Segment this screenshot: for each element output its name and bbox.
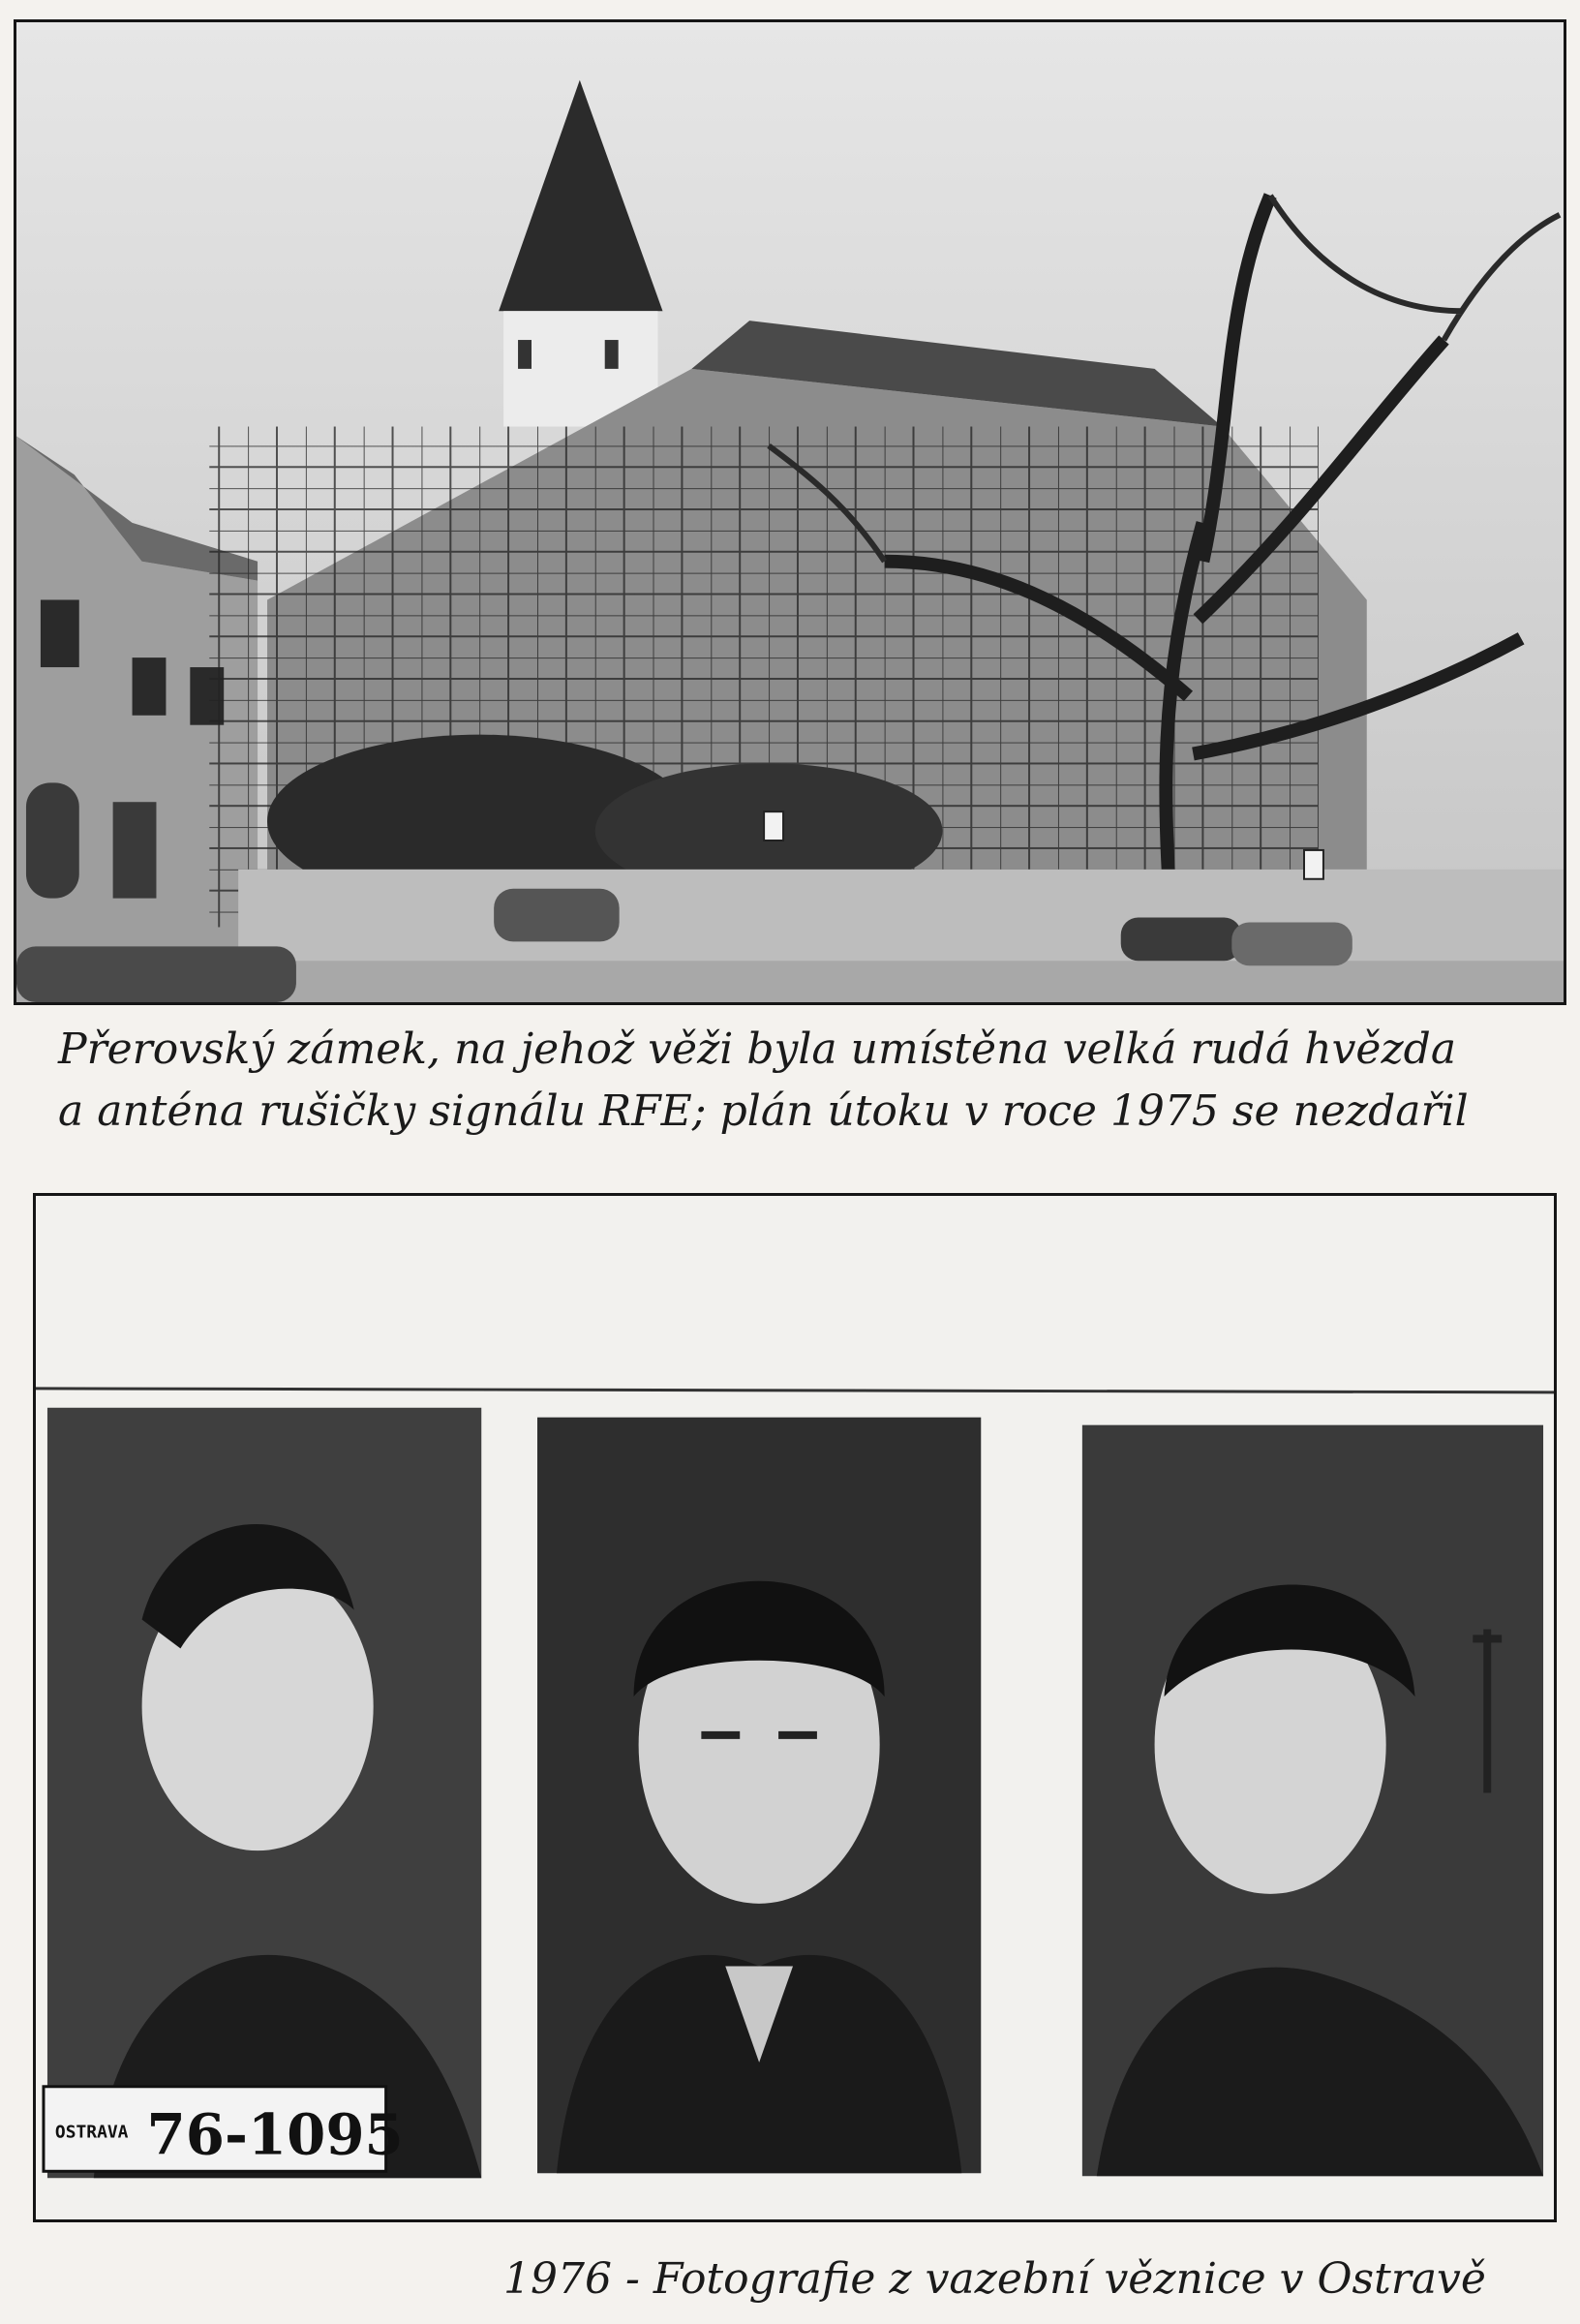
placard-location: OSTRAVA xyxy=(54,2122,129,2143)
castle-photo-image xyxy=(16,22,1564,1002)
castle-caption-line-1: Přerovský zámek, na jehož věži byla umístěna velká rudá hvězda xyxy=(58,1024,1457,1074)
mugshot-frontal xyxy=(537,1418,981,2174)
placard-number: 76-1095 xyxy=(146,2101,404,2168)
mugshots-caption: 1976 - Fotografie z vazební věznice v Ostravě xyxy=(503,2254,1486,2304)
castle-caption-line-2: a anténa rušičky signálu RFE; plán útoku v roce 1975 se nezdařil xyxy=(58,1086,1469,1136)
castle-photo xyxy=(14,19,1566,1005)
mugshots-image xyxy=(36,1196,1554,2219)
mugshots-photo xyxy=(33,1193,1557,2222)
castle-caption xyxy=(58,1019,1568,1143)
mugshot-placard xyxy=(44,2087,404,2172)
mugshot-profile-right xyxy=(1082,1425,1543,2177)
mugshot-profile-left xyxy=(44,1408,481,2178)
